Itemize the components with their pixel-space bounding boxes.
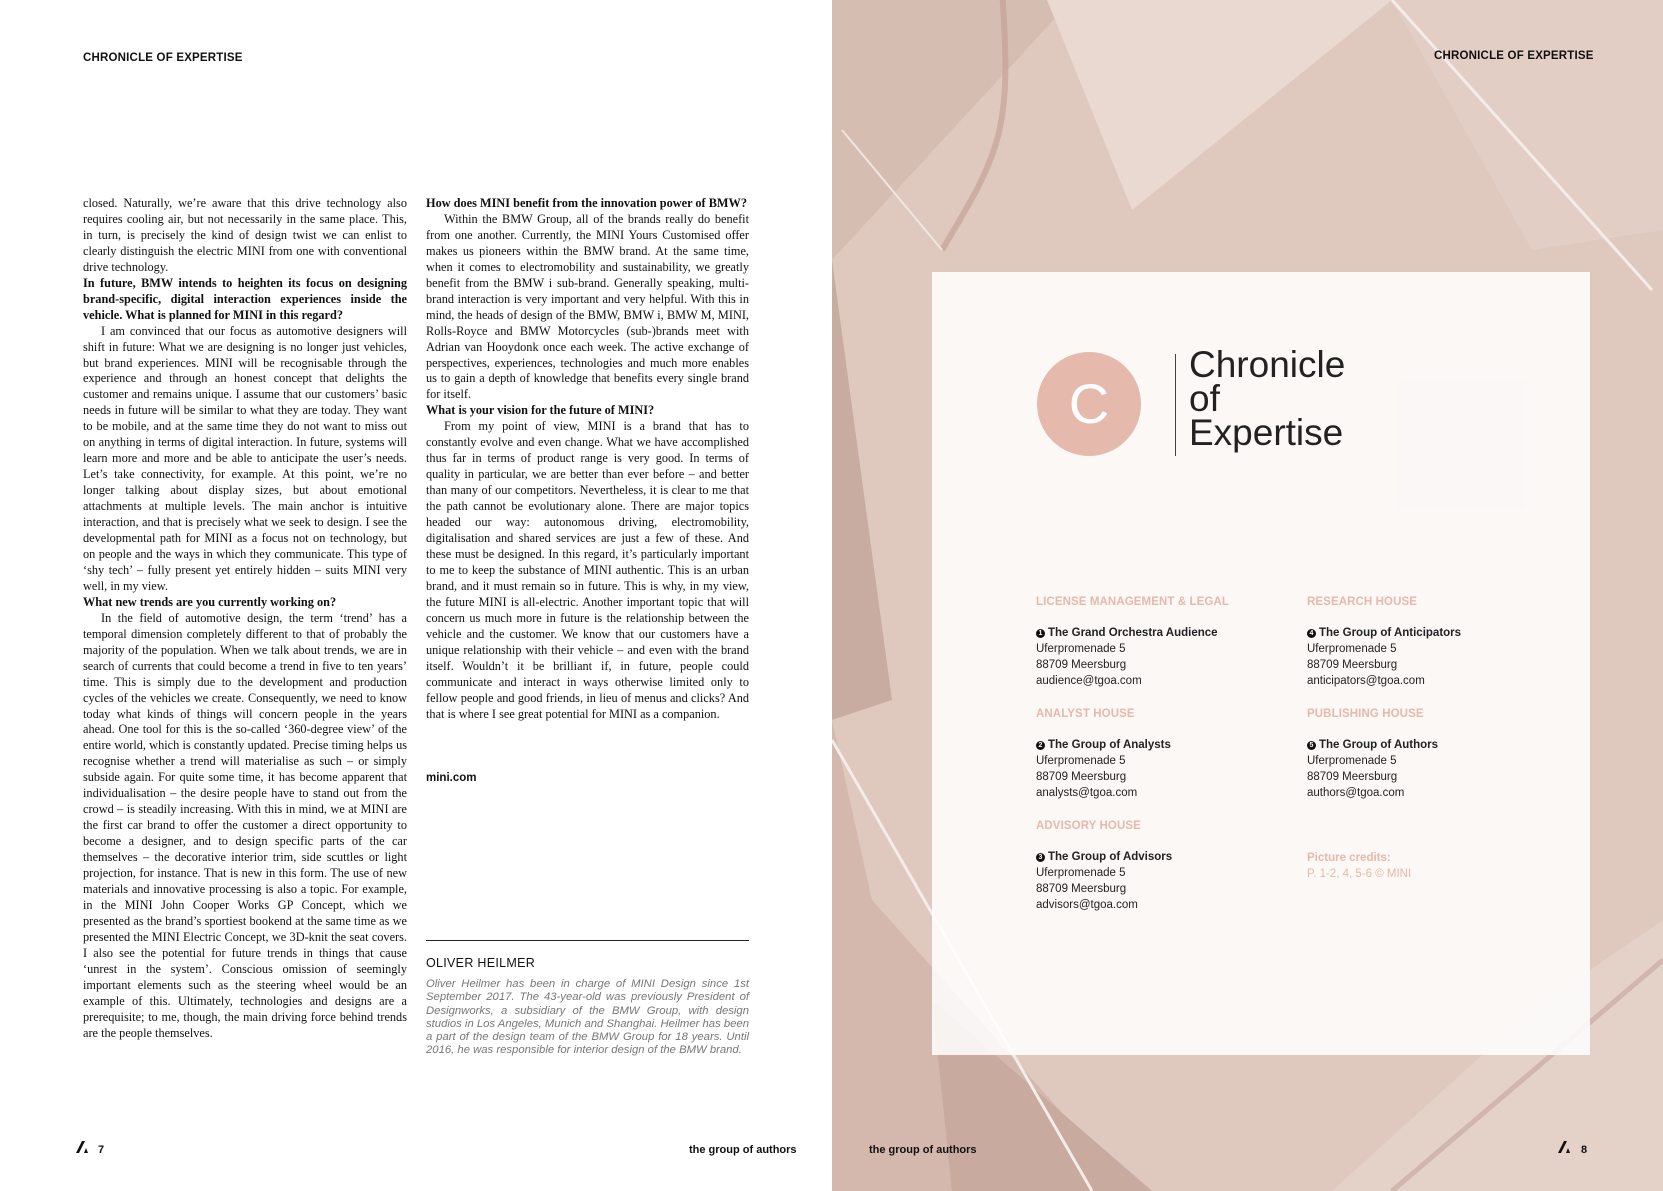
contact-name-text: The Group of Authors <box>1319 739 1439 751</box>
number-badge-icon: 2 <box>1036 741 1045 750</box>
contact-heading: PUBLISHING HOUSE <box>1307 708 1424 720</box>
contact-city: 88709 Meersburg <box>1036 771 1127 783</box>
footer-publisher-left: the group of authors <box>689 1144 797 1156</box>
logo-mark-icon <box>1557 1140 1571 1154</box>
bio-divider <box>426 940 749 941</box>
contact-email[interactable]: anticipators@tgoa.com <box>1307 675 1425 687</box>
logo-title-line: of <box>1189 378 1220 419</box>
running-head-left: CHRONICLE OF EXPERTISE <box>83 52 243 64</box>
interview-question: In future, BMW intends to heighten its focus on designing brand-specific, digital interaction experiences inside the vehicle. What is planned for MINI in this regard? <box>83 275 407 322</box>
picture-credits <box>1307 850 1411 882</box>
paragraph: I am convinced that our focus as automotive designers will shift in future: What we are designing is no longer just vehicles, but brand experiences. MINI will be recognisable through the experience and through an honest concept that delights the customer and remains unique. I assume that our customers’ basic needs in future will be similar to what they are today. They want to be mobile, and at the same time they do not want to miss out on anything in terms of digital interaction. In future, systems will learn more and more and be able to anticipate the user’s needs. Let’s take connectivity, for example. At this point, we’re no longer talking about display sizes, but about emotional attachments at multiple levels. The main anchor is intuitive interaction, and that is precisely what we seek to design. I see the developmental path for MINI as a focus not on technology, but on people and the ways in which they communicate. This type of ‘shy tech’ – fully present yet entirely hidden – suits MINI very well, in my view. <box>83 323 407 593</box>
logo-mark-icon <box>75 1140 89 1154</box>
paragraph: Within the BMW Group, all of the brands really do benefit from one another. Currently, the MINI Yours Customised offer makes us pioneers within the BMW brand. At the same time, when it comes to electromobility and sustainability, we greatly benefit from the BMW i sub-brand. Generally speaking, multi-brand interaction is very important and very helpful. With this in mind, the heads of design of the BMW, BMW i, BMW M, MINI, Rolls-Royce and BMW Motorcycles (sub-)brands meet with Adrian van Hooydonk once each week. The active exchange of perspectives, experiences, technologies and much more enables us to gain a depth of knowledge that benefits every single brand for itself. <box>426 211 749 402</box>
contact-block-publishing <box>1307 706 1438 801</box>
number-badge-icon: 5 <box>1307 741 1316 750</box>
contact-name-text: The Group of Analysts <box>1048 739 1171 751</box>
right-page <box>832 0 1663 1191</box>
paragraph: From my point of view, MINI is a brand that has to constantly evolve and even change. What we have accomplished thus far in terms of product range is very good. In terms of quality in particular, we are better than ever before – and better than many of our competitors. Nevertheless, it is clear to me that the path cannot be evolutionary alone. There are major topics headed our way: autonomous driving, electromobility, digitalisation and shared services are just a few of these. And these must be designed. In this regard, it’s particularly important to me to keep the substance of MINI authentic. This is an urban brand, and it must remain so in future. This is why, in my view, the future MINI is all-electric. Another important topic that will concern us much more in future is the relationship between the vehicle and the customer. We know that our customers have a unique relationship with their vehicle – and even with the brand itself. Wouldn’t it be brilliant if, in future, people could communicate and interact in ways otherwise limited only to fellow people and good friends, in lieu of menus and clicks? And that is where I see great potential for MINI as a companion. <box>426 419 749 721</box>
article-column-2 <box>426 196 749 722</box>
contact-name <box>1307 737 1438 753</box>
author-bio: Oliver Heilmer has been in charge of MINI Design since 1st September 2017. The 43-year-old was previously President of Designworks, a subsidiary of the BMW Group, with design studios in Los Angeles, Munich and Shanghai. Heilmer has been a part of the design team of the BMW Group for 18 years. Until 2016, he was responsible for interior design of the BMW brand. <box>426 978 749 1057</box>
contact-street: Uferpromenade 5 <box>1036 867 1126 879</box>
contact-heading: RESEARCH HOUSE <box>1307 596 1418 608</box>
footer-publisher-right: the group of authors <box>869 1144 977 1156</box>
contact-city: 88709 Meersburg <box>1307 771 1398 783</box>
page-number-right: 8 <box>1581 1144 1588 1156</box>
contact-street: Uferpromenade 5 <box>1307 643 1397 655</box>
contact-email[interactable]: authors@tgoa.com <box>1307 787 1405 799</box>
website-link[interactable]: mini.com <box>426 772 477 784</box>
number-badge-icon: 4 <box>1307 629 1316 638</box>
contact-block-license <box>1036 594 1229 689</box>
contact-street: Uferpromenade 5 <box>1036 643 1126 655</box>
contact-panel <box>932 272 1590 1055</box>
contact-heading: LICENSE MANAGEMENT & LEGAL <box>1036 596 1229 608</box>
paragraph: In the field of automotive design, the term ‘trend’ has a temporal dimension completely different to that of probably the majority of the population. When we talk about trends, we are in search of currents that could become a trend in five to ten years’ time. This is simply due to the development and production cycles of the vehicles we create. Consequently, we need to know today what kinds of things will concern people in the years ahead. One tool for this is the so-called ‘360-degree view’ of the entire world, which is constantly updated. Precise timing helps us recognise whether a trend will materialise as such – or simply subside again. For quite some time, it has become apparent that individualisation – the desire people have to stand out from the crowd – is steadily increasing. With this in mind, we at MINI are the first car brand to offer the customer a direct opportunity to become a designer, and to design specific parts of the car themselves – the decorative interior trim, side scuttles or light projection, for instance. That is new in this form. The use of new materials and innovative processing is also a topic. For example, in the MINI John Cooper Works GP Concept, which we presented as the brand’s sportiest bookend at the same time as we presented the MINI Electric Concept, we 3D-knit the seat covers. I also see the potential for future trends in things that cause ‘unrest in the system’. Conscious omission of seemingly important elements such as the steering wheel would be an example of this. Ultimately, technologies and designs are a prerequisite; to me, though, the main driving force behind trends are the people themselves. <box>83 610 407 1040</box>
contact-block-advisory <box>1036 818 1172 913</box>
contact-heading: ADVISORY HOUSE <box>1036 820 1141 832</box>
author-name: OLIVER HEILMER <box>426 956 536 970</box>
contact-name-text: The Group of Advisors <box>1048 851 1173 863</box>
credits-title: Picture credits: <box>1307 852 1391 864</box>
running-head-right: CHRONICLE OF EXPERTISE <box>1434 50 1594 62</box>
logo-title-line: Expertise <box>1189 412 1344 453</box>
logo-letter-badge: C <box>1037 352 1141 456</box>
credits-text: P. 1-2, 4, 5-6 © MINI <box>1307 868 1412 880</box>
contact-heading: ANALYST HOUSE <box>1036 708 1135 720</box>
contact-name <box>1036 625 1229 641</box>
article-column-1 <box>83 196 407 1042</box>
contact-city: 88709 Meersburg <box>1036 659 1127 671</box>
contact-city: 88709 Meersburg <box>1036 883 1127 895</box>
contact-email[interactable]: analysts@tgoa.com <box>1036 787 1138 799</box>
contact-name <box>1036 849 1172 865</box>
interview-question: How does MINI benefit from the innovation power of BMW? <box>426 196 747 210</box>
contact-email[interactable]: advisors@tgoa.com <box>1036 899 1138 911</box>
contact-block-analyst <box>1036 706 1171 801</box>
contact-block-research <box>1307 594 1461 689</box>
contact-name <box>1307 625 1461 641</box>
page-number-left: 7 <box>98 1144 105 1156</box>
contact-email[interactable]: audience@tgoa.com <box>1036 675 1142 687</box>
contact-name-text: The Grand Orchestra Audience <box>1048 627 1218 639</box>
logo-title <box>1175 344 1395 453</box>
number-badge-icon: 1 <box>1036 629 1045 638</box>
interview-question: What new trends are you currently working on? <box>83 594 337 609</box>
paragraph: closed. Naturally, we’re aware that this drive technology also requires cooling air, but not necessarily in the same place. This, in turn, is precisely the kind of design twist we can enlist to clearly distinguish the electric MINI from one with conventional drive technology. <box>83 196 407 274</box>
contact-name <box>1036 737 1171 753</box>
contact-street: Uferpromenade 5 <box>1036 755 1126 767</box>
contact-city: 88709 Meersburg <box>1307 659 1398 671</box>
number-badge-icon: 3 <box>1036 853 1045 862</box>
interview-question: What is your vision for the future of MINI? <box>426 403 655 418</box>
logo-title-line: Chronicle <box>1189 344 1346 385</box>
contact-name-text: The Group of Anticipators <box>1319 627 1462 639</box>
contact-street: Uferpromenade 5 <box>1307 755 1397 767</box>
